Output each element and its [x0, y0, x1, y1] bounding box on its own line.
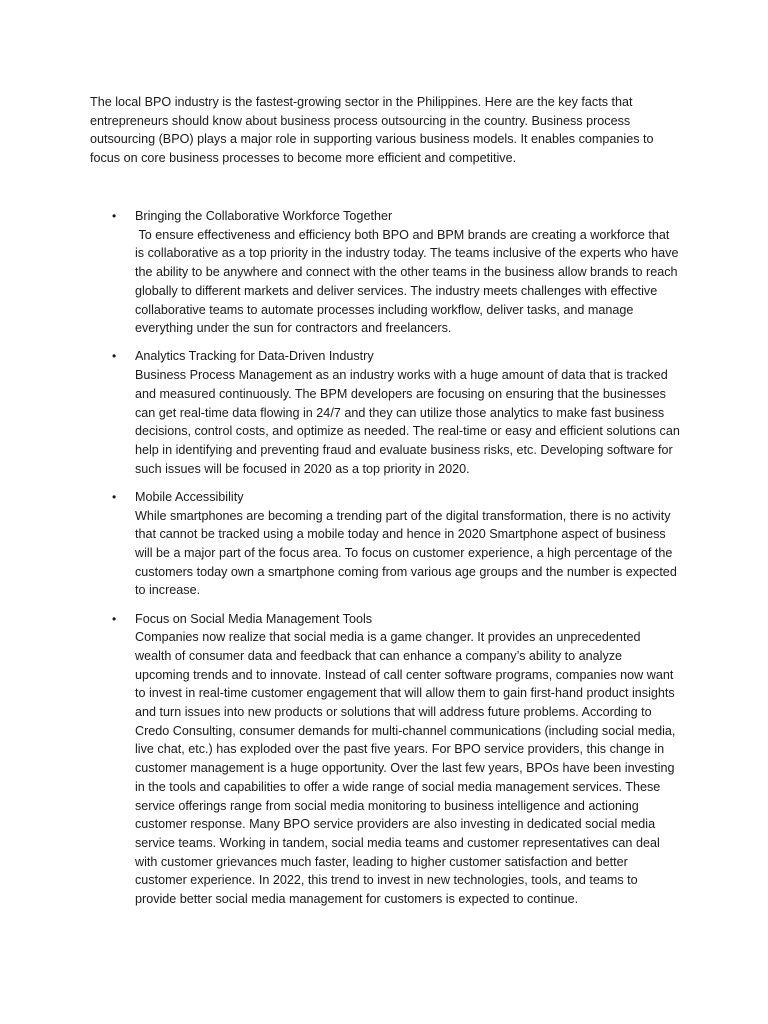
bullet-body: While smartphones are becoming a trending part of the digital transformation, there is no activity that cannot be tracked using a mobile today and hence in 2020 Smartphone aspect of business will be a major part of the focus area. To focus on customer experience, a high percentage of the customers today own a smartphone coming from various age groups and the number is expected to increase. [135, 508, 677, 598]
bullet-heading: Focus on Social Media Management Tools [135, 611, 373, 626]
list-item [0, 488, 680, 600]
bullet-icon: • [112, 611, 117, 626]
bullet-heading: Analytics Tracking for Data-Driven Industry [135, 349, 374, 364]
bullet-heading: Bringing the Collaborative Workforce Together [135, 209, 393, 223]
bullet-icon: • [112, 349, 117, 364]
bullet-body: Companies now realize that social media is a game changer. It provides an unprecedented wealth of consumer data and feedback that can enhance a company’s ability to analyze upcoming trends and to innovate. Instead of call center software programs, companies now want to invest in real-time customer engagement that will allow them to gain first-hand product insights and turn issues into new products or solutions that will address future problems. According to Credo Consulting, consumer demands for multi-channel communications (including social media, live chat, etc.) has exploded over the past five years. For BPO service providers, this change in customer management is a huge opportunity. Over the last few years, BPOs have been investing in the tools and capabilities to offer a wide range of social media management services. These service offerings range from social media monitoring to business intelligence and actioning customer response. Many BPO service providers are also investing in dedicated social media service teams. Working in tandem, social media teams and customer representatives can deal with customer grievances much faster, leading to higher customer satisfaction and better customer experience. In 2022, this trend to invest in new technologies, tools, and teams to provide better social media management for customers is expected to continue. [135, 630, 676, 907]
list-item [0, 347, 680, 478]
intro-paragraph: The local BPO industry is the fastest-growing sector in the Philippines. Here are the key facts that entrepreneurs should know about business process outsourcing in the country. Business process outsourcing (BPO) plays a major role in supporting various business models. It enables companies to focus on core business processes to become more efficient and competitive. [90, 95, 654, 166]
bullet-body: Business Process Management as an industry works with a huge amount of data that is tracked and measured continuously. The BPM developers are focusing on ensuring that the businesses can get real-time data flowing in 24/7 and they can utilize those analytics to make fast business decisions, control costs, and optimize as needed. The real-time or easy and efficient solutions can help in identifying and preventing fraud and evaluate business risks, etc. Developing software for such issues will be focused in 2020 as a top priority in 2020. [135, 368, 680, 476]
bullet-list [0, 207, 768, 918]
list-item [0, 207, 680, 338]
bullet-icon: • [112, 209, 117, 223]
bullet-body: To ensure effectiveness and efficiency both BPO and BPM brands are creating a workforce that is collaborative as a top priority in the industry today. The teams inclusive of the experts who have the ability to be anywhere and connect with the other teams in the business allow brands to reach globally to different markets and deliver services. The industry meets challenges with effective collaborative teams to automate processes including workflow, deliver tasks, and manage everything under the sun for contractors and freelancers. [135, 227, 682, 336]
list-item [0, 610, 680, 909]
bullet-heading: Mobile Accessibility [135, 489, 244, 504]
bullet-icon: • [112, 489, 117, 504]
